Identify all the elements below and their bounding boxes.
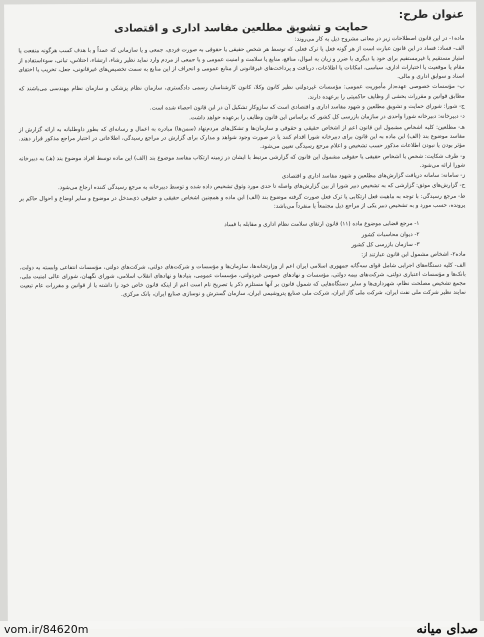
paragraph: ماده۲- اشخاص مشمول این قانون عبارتند از: <box>361 251 466 259</box>
article-1 <box>18 35 465 214</box>
watermark-logo: صدای میانه <box>416 622 478 637</box>
article-2 <box>20 251 466 301</box>
doc-header: عنوان طرح: <box>398 7 465 22</box>
paragraph: الف- فساد: فساد در این قانون عبارت است از هر گونه فعل یا ترک فعلی که توسط هر شخص حقیقی یا حقوقی به صورت فردی، جمعی و یا سازمانی که عمداً و با هدف کسب هرگونه منفعت یا امتیاز مستقیم یا غیرمستقیم برای خود یا دیگری با ضرر و زیان به اموال، منافع، منابع یا سلامت و امنیت عمومی و یا جمعی از مردم وارد نماید نظیر رشاء، ارتشاء، اختلاس، تبانی، سوءاستفاده از مقام یا موقعیت یا اختیارات اداری، سیاسی، امکانات یا اطلاعات، دریافت و پرداخت‌های غیرقانونی از منابع عمومی و انحراف از این منابع به سمت تخصیص‌های غیرقانونی، جعل، تخریب یا اختفای اسناد و سوابق اداری و مالی. <box>18 45 465 81</box>
paragraph: د- دبیرخانه: دبیرخانه شورا واحدی در سازمان بازرسی کل کشور که براساس این قانون وظایف را برعهده خواهد داشت. <box>189 114 465 122</box>
list-item: ۳- سازمان بازرسی کل کشور <box>351 241 420 249</box>
reference-list <box>19 220 465 253</box>
source-url: vom.ir/84620m <box>4 623 89 636</box>
paragraph: هـ- مطلعین: کلیه اشخاص مشمول این قانون اعم از اشخاص حقیقی و حقوقی و سازمان‌ها و تشکل‌های مردم‌نهاد (سمن‌ها) مبادره به اعمال و رسانه‌ای که بطور داوطلبانه به ارائه گزارش از مفاسد موضوع بند (الف) این ماده به این قانون برای دبیرخانه شورا اقدام کنند یا در صورت وجود شواهد و مدارک برای گزارش در مراجع رسیدگی، اطلاعاتی در اختیار مراجع مذکور قرار دهند. مؤثر بودن یا نبودن اطلاعات مذکور حسب تشخیص و اعلام مرجع رسیدگی تعیین می‌شود. <box>18 124 465 151</box>
paragraph: و- طرف شکایت: شخص یا اشخاص حقیقی یا حقوقی مشمول این قانون که گزارشی مرتبط با ایشان در زمینه ارتکاب مفاسد موضوع بند (الف) این ماده توسط افراد موضوع بند (هـ) به دبیرخانه شورا ارائه می‌شود. <box>19 153 466 169</box>
paragraph: ج- شورا: شورای حمایت و تشویق مطلعین و شهود مفاسد اداری و اقتصادی است که سازوکار تشکیل آن در این قانون احصاء شده است. <box>149 103 465 112</box>
document-page <box>4 2 480 630</box>
doc-title: حمایت و تشویق مطلعین مفاسد اداری و اقتصادی <box>114 21 369 35</box>
paragraph: ط- مرجع رسیدگی: با توجه به ماهیت فعل ارتکابی یا ترک فعل صورت گرفته موضوع بند (الف) این ماده و همچنین اشخاص حقیقی و حقوقی ذی‌مدخل در موضوع و سایر اوضاع و احوال حاکم بر پرونده، حسب مورد و به تشخیص دبیر یکی از مراجع ذیل مجتمعاً یا منفرداً می‌باشد: <box>19 193 466 210</box>
list-item: ۱- مرجع قضایی موضوع ماده (۱۱) قانون ارتقای سلامت نظام اداری و مقابله با فساد <box>224 221 420 229</box>
list-item: ۲- دیوان محاسبات کشور <box>361 231 420 238</box>
paragraph: الف- کلیه دستگاه‌های اجرایی شامل قوای سه‌گانه جمهوری اسلامی ایران اعم از وزارتخانه‌ها، سازمان‌ها و مؤسسات و شرکت‌های دولتی، شرکت‌های دولتی، مؤسسات انتفاعی وابسته به دولت، بانک‌ها و مؤسسات اعتباری دولتی، شرکت‌های بیمه دولتی، مؤسسات و نهادهای عمومی غیردولتی، مؤسسات عمومی، بنیادها و نهادهای انقلاب اسلامی، شورای نگهبان، شورای عالی امنیت ملی، مجمع تشخیص مصلحت نظام، شهرداری‌ها و سایر دستگاه‌هایی که شمول قانون بر آنها مستلزم ذکر یا تصریح نام است اعم از اینکه قانون خاص خود را داشته یا از قوانین و مقررات عام تبعیت نمایند نظیر شرکت ملی نفت ایران، شرکت ملی گاز ایران، شرکت ملی صنایع پتروشیمی ایران، سازمان گسترش و نوسازی صنایع ایران، بانک مرکزی. <box>19 262 466 299</box>
paragraph: ماده۱- در این قانون اصطلاحات زیر در معانی مشروح ذیل به کار می‌روند: <box>294 35 465 43</box>
paragraph: ب- مؤسسات خصوصی عهده‌دار مأموریت عمومی: مؤسسات غیردولتی نظیر کانون وکلا، کانون کارشناسان رسمی دادگستری، سازمان نظام پزشکی و سازمان نظام مهندسی می‌باشند که مطابق قوانین و مقررات بخشی از وظایف حاکمیتی را برعهده دارند. <box>18 84 465 101</box>
paragraph: ح- گزارش‌های موثق: گزارشی که به تشخیص دبیر شورا از بین گزارش‌های واصله تا حدی مورد وثوق تشخیص داده شده و توسط دبیرخانه به مرجع رسیدگی کننده ارجاع می‌شود. <box>57 183 466 192</box>
paragraph: ز- سامانه: سامانه دریافت گزارش‌های مطلعین و شهود مفاسد اداری و اقتصادی <box>281 172 466 180</box>
footer-bar <box>0 621 484 637</box>
